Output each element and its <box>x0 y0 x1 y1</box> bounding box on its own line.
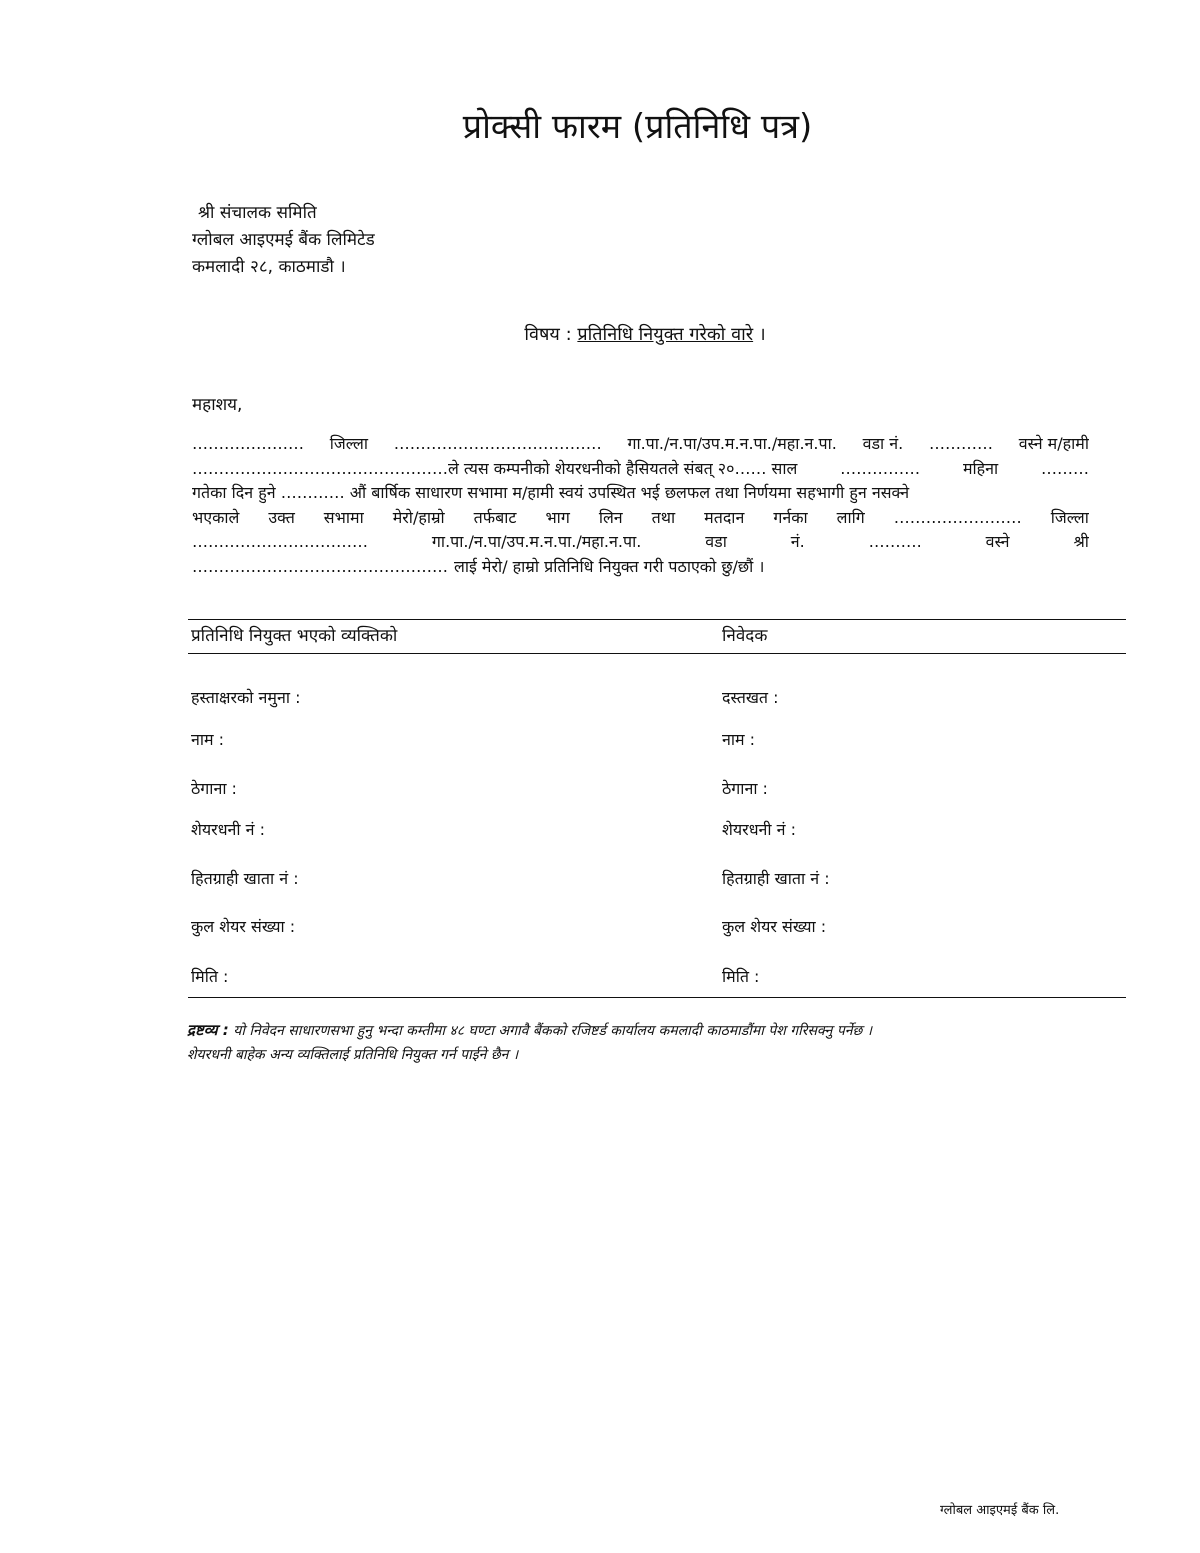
note-block <box>187 1018 1097 1067</box>
body-text-segment: नं. <box>790 532 805 551</box>
applicant-address-field: ठेगाना : <box>722 779 768 798</box>
body-text-segment: ………… <box>928 434 993 453</box>
body-text-segment: …………………………… <box>192 532 368 551</box>
table-header-rule <box>188 653 1126 654</box>
rep-beneficiary-account-field: हितग्राही खाता नं : <box>191 869 299 888</box>
applicant-name-field: नाम : <box>722 730 756 749</box>
subject-text: प्रतिनिधि नियुक्त गरेको वारे <box>577 324 754 345</box>
body-text-segment: …………… <box>840 458 921 478</box>
body-text-segment: लागि <box>836 507 865 527</box>
body-text-segment: मतदान <box>704 507 745 527</box>
body-text-segment: वडा नं. <box>862 434 904 453</box>
body-line <box>192 432 1089 457</box>
body-text-segment: महिना <box>962 458 999 478</box>
body-text-segment: वस्ने म/हामी <box>1018 434 1089 453</box>
page-title: प्रोक्सी फारम (प्रतिनिधि पत्र) <box>462 107 813 147</box>
applicant-date-field: मिति : <box>722 967 760 986</box>
body-text-segment: उक्त <box>268 507 295 527</box>
body-text-segment: गा.पा./न.पा/उप.म.न.पा./महा.न.पा. <box>627 434 837 453</box>
body-line <box>192 457 1089 482</box>
body-text-segment: …………………… <box>893 507 1022 527</box>
addressee-line-3: कमलादी २८, काठमाडौ । <box>192 257 346 277</box>
applicant-shareholder-no-field: शेयरधनी नं : <box>722 820 797 839</box>
body-paragraph <box>192 432 1089 579</box>
body-text-segment: भाग <box>545 507 570 527</box>
body-line <box>192 481 1089 506</box>
body-text-segment: वडा <box>705 532 727 551</box>
addressee-line-2: ग्लोबल आइएमई बैंक लिमिटेड <box>192 230 375 250</box>
body-line <box>192 555 1089 580</box>
body-line <box>192 530 1089 555</box>
subject-end: । <box>758 324 766 345</box>
body-text-segment: सभामा <box>323 507 364 527</box>
note-label: द्रष्टव्य : <box>187 1021 229 1039</box>
note-text: यो निवेदन साधारणसभा हुनु भन्दा कम्तीमा ४८ घण्टा अगावै बैंकको रजिष्टर्ड कार्यालय कमलादी काठमाडौंमा पेश गरिसक्नु पर्नेछ । <box>233 1023 873 1039</box>
body-text-segment: ………………………………… <box>393 434 602 453</box>
table-top-rule <box>188 619 1126 620</box>
body-text-segment: ……… <box>1040 458 1089 478</box>
body-text-segment: मेरो/हाम्रो <box>392 507 445 527</box>
body-text-segment: गा.पा./न.पा/उप.म.न.पा./महा.न.पा. <box>431 532 642 551</box>
salutation: महाशय, <box>192 395 243 415</box>
rep-shareholder-no-field: शेयरधनी नं : <box>191 820 266 839</box>
rep-address-field: ठेगाना : <box>191 779 237 798</box>
body-text-segment: जिल्ला <box>329 434 368 453</box>
table-bottom-rule <box>188 997 1126 998</box>
addressee-block <box>192 200 375 281</box>
rep-signature-sample-field: हस्ताक्षरको नमुना : <box>191 688 301 707</box>
body-text-segment: श्री <box>1073 532 1089 551</box>
body-text-segment: ………………………………………… <box>192 556 448 576</box>
footer-bank-name: ग्लोबल आइएमई बैंक लि. <box>940 1503 1060 1518</box>
body-text-segment: वस्ने <box>985 532 1010 551</box>
rep-name-field: नाम : <box>191 730 225 749</box>
body-text-segment: …………………………………………ले त्यस कम्पनीको शेयरधनीको हैसियतले संबत् २०…… साल <box>192 458 798 478</box>
rep-date-field: मिति : <box>191 967 229 986</box>
subject-label: विषय : <box>524 324 572 345</box>
body-text-segment: भएकाले <box>192 507 240 527</box>
addressee-line-1: श्री संचालक समिति <box>198 203 317 223</box>
body-text-segment: तर्फबाट <box>473 507 517 527</box>
subject-line <box>0 322 1200 346</box>
applicant-signature-field: दस्तखत : <box>722 688 779 707</box>
representative-column-header: प्रतिनिधि नियुक्त भएको व्यक्तिको <box>191 626 398 646</box>
body-text-segment: लाई मेरो/ हाम्रो प्रतिनिधि नियुक्त गरी पठाएको छु/छौं । <box>454 556 765 576</box>
body-text-segment: गर्नका <box>773 507 808 527</box>
applicant-total-shares-field: कुल शेयर संख्या : <box>722 917 827 936</box>
body-text-segment: जिल्ला <box>1050 507 1089 527</box>
applicant-column-header: निवेदक <box>722 626 768 646</box>
note-text-2: शेयरधनी बाहेक अन्य व्यक्तिलाई प्रतिनिधि नियुक्त गर्न पाईने छैन । <box>187 1047 519 1063</box>
body-line <box>192 506 1089 531</box>
body-text-segment: लिन <box>598 507 623 527</box>
body-text-segment: ………………… <box>192 434 304 453</box>
body-text-segment: तथा <box>651 507 676 527</box>
applicant-beneficiary-account-field: हितग्राही खाता नं : <box>722 869 830 888</box>
rep-total-shares-field: कुल शेयर संख्या : <box>191 917 296 936</box>
body-text-segment: ………. <box>868 532 922 551</box>
body-text-segment: गतेका दिन हुने ………… औं बार्षिक साधारण सभामा म/हामी स्वयं उपस्थित भई छलफल तथा निर्णयमा सहभागी हुन नसक्ने <box>192 483 910 502</box>
